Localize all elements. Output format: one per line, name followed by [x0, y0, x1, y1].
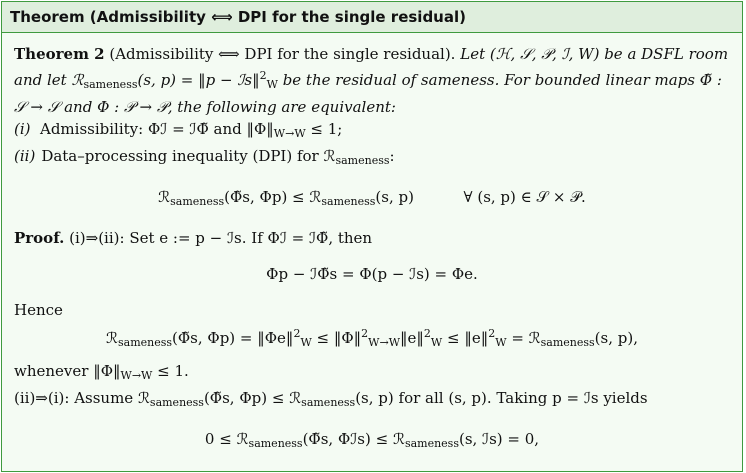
proof-converse: (ii)⇒(i): Assume ℛ$_{sameness}$(Φ̃s, Φp) ≤ ℛ$_{sameness}$(s, p) for all (s, p). Taking p = ℐs yields — [14, 389, 648, 409]
whenever-text: whenever $‖\Phi‖_{W\to W} \le 1$. — [14, 362, 189, 382]
theorem-content — [2, 33, 742, 455]
theorem-statement: Theorem 2 (Admissibility ⟺ DPI for the single residual). Let (ℋ, 𝒮, 𝒫, ℐ, W) be a DSFL room and let ℛ$_{sameness}$(s, p) = ‖p − ℐs‖$^2_W$ be the residual of sameness. For bounded linear maps Φ̃ : 𝒮 → 𝒮 and Φ : 𝒫 → 𝒫, the following are equivalent: — [14, 45, 729, 116]
equation-chain: ℛ$_{sameness}$(Φ̃s, Φp) = ‖Φe‖$^2_W$ ≤ ‖Φ‖$^2_{W\to W}$‖e‖$^2_W$ ≤ ‖e‖$^2_W$ = ℛ$_{sameness}$(s, p), — [106, 327, 638, 349]
condition-i: (i) Admissibility: Φℐ = ℐΦ̃ and $‖\Phi‖_{W\to W} \le 1$; — [14, 120, 343, 140]
theorem-box — [1, 1, 743, 472]
equation-phi-e: Φp − ℐΦ̃s = Φ(p − ℐs) = Φe. — [266, 265, 478, 283]
theorem-title: Theorem (Admissibility ⟺ DPI for the single residual) — [10, 8, 466, 26]
theorem-title-bar — [2, 2, 742, 33]
condition-ii: (ii) Data–processing inequality (DPI) for ℛ$_{sameness}$: — [14, 147, 395, 167]
dpi-equation: ℛ$_{sameness}$(Φ̃s, Φp) ≤ ℛ$_{sameness}$(s, p) ∀ (s, p) ∈ 𝒮 × 𝒫. — [158, 188, 586, 208]
equation-zero: 0 ≤ ℛ$_{sameness}$(Φ̃s, Φℐs) ≤ ℛ$_{sameness}$(s, ℐs) = 0, — [204, 430, 540, 450]
hence-text: Hence — [14, 301, 63, 319]
proof-start: Proof. (i)⇒(ii): Set e := p − ℐs. If Φℐ = ℐΦ̃, then — [14, 229, 373, 247]
